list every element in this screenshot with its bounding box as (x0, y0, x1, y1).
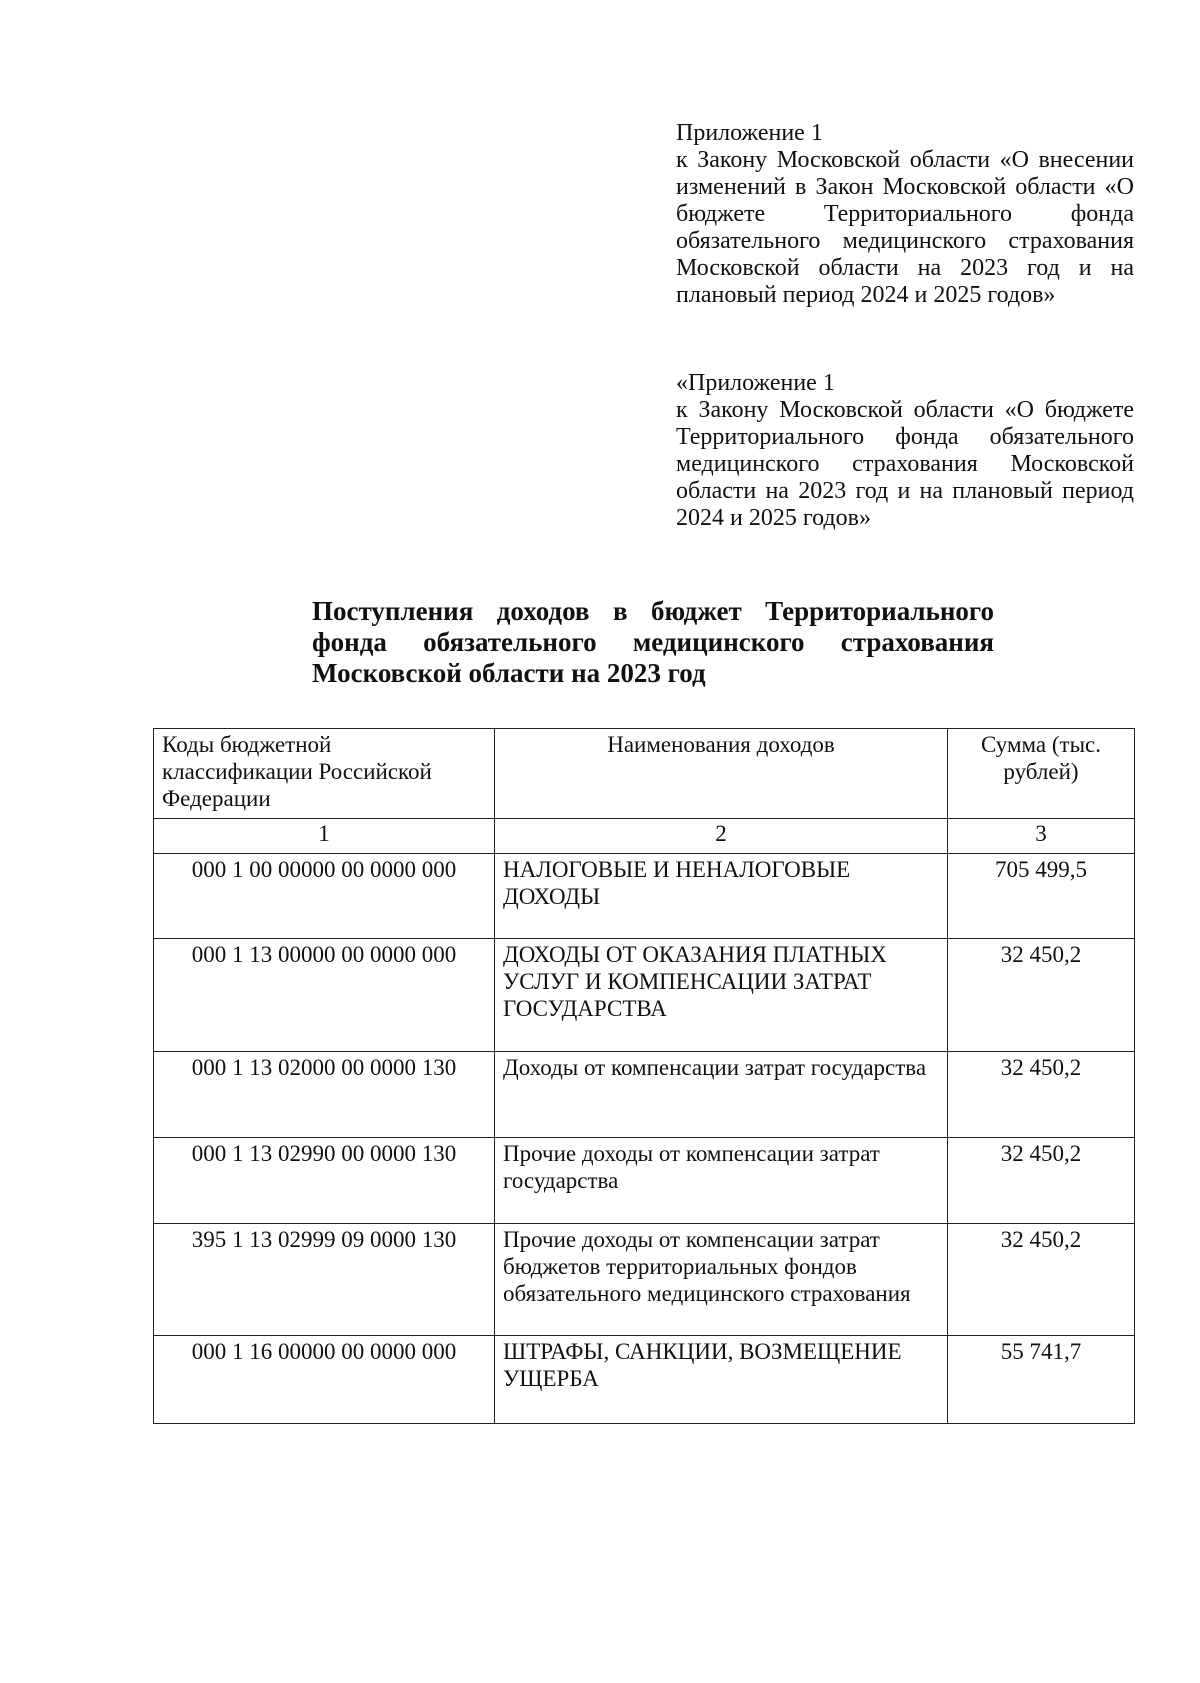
income-name: ДОХОДЫ ОТ ОКАЗАНИЯ ПЛАТНЫХ УСЛУГ И КОМПЕНСАЦИИ ЗАТРАТ ГОСУДАРСТВА (495, 939, 948, 1052)
table-row (154, 939, 1135, 1052)
budget-code: 000 1 13 00000 00 0000 000 (154, 939, 495, 1052)
document-title: Поступления доходов в бюджет Территориального фонда обязательного медицинского страхования Московской области на 2023 год (312, 596, 994, 688)
budget-code: 000 1 13 02990 00 0000 130 (154, 1138, 495, 1224)
header-amount: Сумма (тыс. рублей) (948, 729, 1135, 819)
budget-code: 395 1 13 02999 09 0000 130 (154, 1224, 495, 1336)
table-row (154, 854, 1135, 939)
income-name: НАЛОГОВЫЕ И НЕНАЛОГОВЫЕ ДОХОДЫ (495, 854, 948, 939)
income-name: Прочие доходы от компенсации затрат государства (495, 1138, 948, 1224)
income-amount: 55 741,7 (948, 1336, 1135, 1424)
income-amount: 32 450,2 (948, 939, 1135, 1052)
appendix-text: к Закону Московской области «О внесении изменений в Закон Московской области «О бюджете Территориального фонда обязательного медицинского страхования Московской области на 2023 год и на плановый период 2024 и 2025 годов» (676, 147, 1134, 308)
budget-code: 000 1 00 00000 00 0000 000 (154, 854, 495, 939)
column-number: 2 (495, 819, 948, 854)
appendix-heading: «Приложение 1 (676, 370, 835, 396)
income-amount: 32 450,2 (948, 1138, 1135, 1224)
income-name: Прочие доходы от компенсации затрат бюджетов территориальных фондов обязательного медицинского страхования (495, 1224, 948, 1336)
header-names: Наименования доходов (495, 729, 948, 819)
income-table (153, 728, 1135, 1424)
column-number-row (154, 819, 1135, 854)
income-name: Доходы от компенсации затрат государства (495, 1052, 948, 1138)
income-name: ШТРАФЫ, САНКЦИИ, ВОЗМЕЩЕНИЕ УЩЕРБА (495, 1336, 948, 1424)
table-row (154, 1224, 1135, 1336)
appendix-heading: Приложение 1 (676, 120, 823, 146)
appendix-note-amendment (676, 120, 1134, 309)
budget-code: 000 1 16 00000 00 0000 000 (154, 1336, 495, 1424)
income-amount: 705 499,5 (948, 854, 1135, 939)
income-amount: 32 450,2 (948, 1224, 1135, 1336)
table-header-row (154, 729, 1135, 819)
header-codes: Коды бюджетной классификации Российской Федерации (154, 729, 495, 819)
table-row (154, 1138, 1135, 1224)
appendix-text: к Закону Московской области «О бюджете Территориального фонда обязательного медицинского страхования Московской области на 2023 год и на плановый период 2024 и 2025 годов» (676, 397, 1134, 531)
table-row (154, 1336, 1135, 1424)
table-row (154, 1052, 1135, 1138)
income-amount: 32 450,2 (948, 1052, 1135, 1138)
appendix-note-original (676, 370, 1134, 532)
column-number: 3 (948, 819, 1135, 854)
budget-code: 000 1 13 02000 00 0000 130 (154, 1052, 495, 1138)
column-number: 1 (154, 819, 495, 854)
